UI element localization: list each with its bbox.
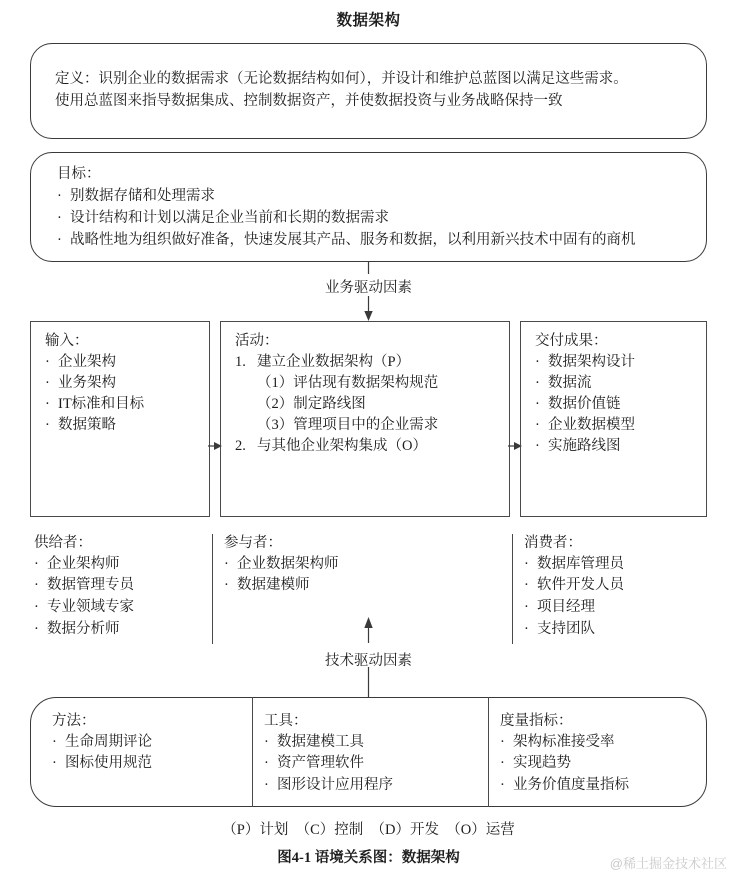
tools-item xyxy=(264,775,484,797)
metrics-item xyxy=(500,775,700,797)
tools-item-label: 资产管理软件 xyxy=(277,755,364,772)
suppliers-item-label: 企业架构师 xyxy=(47,555,120,572)
bottom-cell-divider xyxy=(488,697,489,807)
participants-item xyxy=(224,554,504,576)
activities-indent xyxy=(235,415,257,436)
activities-subitem xyxy=(235,373,505,394)
tools-item xyxy=(264,732,484,754)
bullet-icon: · xyxy=(500,733,505,750)
metrics-item-label: 实现趋势 xyxy=(513,755,571,772)
metrics-item xyxy=(500,753,700,775)
inputs-item-label: 企业架构 xyxy=(58,353,116,370)
deliverables-item xyxy=(535,436,702,457)
activities-header: 活动： xyxy=(235,333,279,349)
deliverables-content xyxy=(535,332,702,457)
participants-content xyxy=(224,534,504,597)
bullet-icon: · xyxy=(524,577,529,594)
deliverables-item-label: 实施路线图 xyxy=(548,437,621,454)
inputs-item xyxy=(45,415,205,436)
activities-item-number: 2. xyxy=(235,437,246,454)
metrics-item-label: 业务价值度量指标 xyxy=(513,777,629,794)
activities-content xyxy=(235,332,505,457)
activities-indent xyxy=(235,394,257,415)
bullet-icon: · xyxy=(224,555,229,572)
deliverables-item xyxy=(535,352,702,373)
bullet-icon: · xyxy=(264,777,269,794)
inputs-content xyxy=(45,332,205,436)
deliverables-header: 交付成果： xyxy=(535,333,608,349)
inputs-box xyxy=(30,321,210,517)
deliverables-item-label: 企业数据模型 xyxy=(548,416,635,433)
suppliers-item-label: 专业领域专家 xyxy=(47,599,134,616)
definition-box xyxy=(30,43,707,139)
bullet-icon: · xyxy=(264,733,269,750)
consumers-item xyxy=(524,575,714,597)
consumers-item xyxy=(524,554,714,576)
figure-caption: 图4-1 语境关系图：数据架构 xyxy=(277,850,460,866)
consumers-item-label: 支持团队 xyxy=(537,620,595,637)
bullet-icon: · xyxy=(224,577,229,594)
goals-header: 目标： xyxy=(57,166,101,182)
consumers-header: 消费者： xyxy=(524,535,582,551)
consumers-item-label: 数据库管理员 xyxy=(537,555,624,572)
definition-line: 使用总蓝图来指导数据集成、控制数据资产，并使数据投资与业务战略保持一致 xyxy=(55,93,563,110)
goals-box xyxy=(30,152,707,262)
activities-item-label: 建立企业数据架构（P） xyxy=(257,353,411,370)
activities-item-label: 与其他企业架构集成（O） xyxy=(257,437,427,454)
goals-item xyxy=(57,185,696,207)
participants-column xyxy=(224,534,504,597)
bullet-icon: · xyxy=(45,395,50,412)
suppliers-item xyxy=(34,554,214,576)
metrics-cell xyxy=(500,712,700,797)
methods-header: 方法： xyxy=(52,713,96,729)
bullet-icon: · xyxy=(524,555,529,572)
bullet-icon: · xyxy=(34,620,39,637)
bullet-icon: · xyxy=(535,374,540,391)
methods-cell xyxy=(52,712,247,775)
deliverables-item-label: 数据架构设计 xyxy=(548,353,635,370)
inputs-header: 输入： xyxy=(45,333,89,349)
participants-item xyxy=(224,575,504,597)
bullet-icon: · xyxy=(264,755,269,772)
methods-content xyxy=(52,712,247,775)
tools-item-label: 图形设计应用程序 xyxy=(277,777,393,794)
metrics-header: 度量指标： xyxy=(500,713,573,729)
metrics-content xyxy=(500,712,700,797)
watermark: @稀土掘金技术社区 xyxy=(609,856,727,871)
suppliers-item-label: 数据分析师 xyxy=(47,620,120,637)
bullet-icon: · xyxy=(57,187,62,204)
bullet-icon: · xyxy=(57,231,62,248)
activities-subitem xyxy=(235,394,505,415)
activities-indent xyxy=(235,373,257,394)
goals-content xyxy=(57,165,696,251)
tools-cell xyxy=(264,712,484,797)
activities-subitem xyxy=(235,415,505,436)
methods-item xyxy=(52,753,247,775)
definition-text xyxy=(55,68,688,113)
bullet-icon: · xyxy=(524,620,529,637)
tools-header: 工具： xyxy=(264,713,308,729)
goals-item-label: 战略性地为组织做好准备，快速发展其产品、服务和数据，以利用新兴技术中固有的商机 xyxy=(70,231,636,248)
consumers-item-label: 软件开发人员 xyxy=(537,577,624,594)
participants-item-label: 企业数据架构师 xyxy=(237,555,339,572)
tools-item-label: 数据建模工具 xyxy=(277,733,364,750)
participants-header: 参与者： xyxy=(224,535,282,551)
activities-item xyxy=(235,436,505,457)
bullet-icon: · xyxy=(34,555,39,572)
bullet-icon: · xyxy=(34,577,39,594)
deliverables-box xyxy=(520,321,707,517)
inputs-item xyxy=(45,373,205,394)
activities-item xyxy=(235,352,505,373)
deliverables-item xyxy=(535,415,702,436)
deliverables-item xyxy=(535,394,702,415)
suppliers-header: 供给者： xyxy=(34,535,92,551)
inputs-item-label: 业务架构 xyxy=(58,374,116,391)
metrics-item xyxy=(500,732,700,754)
inputs-item xyxy=(45,394,205,415)
bullet-icon: · xyxy=(57,209,62,226)
technical-driver-label: 技术驱动因素 xyxy=(325,653,412,669)
activities-subitem-label: 评估现有数据架构规范 xyxy=(293,374,439,391)
participants-item-label: 数据建模师 xyxy=(237,577,310,594)
consumers-item xyxy=(524,597,714,619)
methods-item-label: 图标使用规范 xyxy=(65,755,152,772)
bullet-icon: · xyxy=(45,353,50,370)
activities-subitem-number: （1） xyxy=(257,374,294,391)
bullet-icon: · xyxy=(535,353,540,370)
bullet-icon: · xyxy=(34,599,39,616)
tools-content xyxy=(264,712,484,797)
bullet-icon: · xyxy=(524,599,529,616)
deliverables-item-label: 数据价值链 xyxy=(548,395,621,412)
activities-subitem-number: （2） xyxy=(257,395,294,412)
metrics-item-label: 架构标准接受率 xyxy=(513,733,615,750)
inputs-item-label: 数据策略 xyxy=(58,416,116,433)
activities-box xyxy=(220,321,510,517)
bullet-icon: · xyxy=(535,437,540,454)
bullet-icon: · xyxy=(500,777,505,794)
goals-item xyxy=(57,229,696,251)
deliverables-item-label: 数据流 xyxy=(548,374,592,391)
activities-item-number: 1. xyxy=(235,353,246,370)
methods-item xyxy=(52,732,247,754)
bullet-icon: · xyxy=(45,416,50,433)
activities-subitem-number: （3） xyxy=(257,416,294,433)
tools-item xyxy=(264,753,484,775)
inputs-item-label: IT标准和目标 xyxy=(58,395,145,412)
goals-item-label: 别数据存储和处理需求 xyxy=(70,187,215,204)
activities-subitem-label: 管理项目中的企业需求 xyxy=(293,416,439,433)
bullet-icon: · xyxy=(52,733,57,750)
bullet-icon: · xyxy=(535,395,540,412)
goals-item xyxy=(57,207,696,229)
suppliers-item-label: 数据管理专员 xyxy=(47,577,134,594)
suppliers-item xyxy=(34,597,214,619)
bottom-cell-divider xyxy=(252,697,253,807)
bullet-icon: · xyxy=(52,755,57,772)
definition-line: 定义：识别企业的数据需求（无论数据结构如何），并设计和维护总蓝图以满足这些需求。 xyxy=(55,71,628,87)
methods-item-label: 生命周期评论 xyxy=(65,733,152,750)
bullet-icon: · xyxy=(500,755,505,772)
bullet-icon: · xyxy=(535,416,540,433)
bullet-icon: · xyxy=(45,374,50,391)
business-driver-label: 业务驱动因素 xyxy=(325,280,412,296)
suppliers-item xyxy=(34,575,214,597)
page-title: 数据架构 xyxy=(336,12,401,29)
consumers-item-label: 项目经理 xyxy=(537,599,595,616)
activities-subitem-label: 制定路线图 xyxy=(293,395,366,412)
inputs-item xyxy=(45,352,205,373)
legend: （P）计划 （C）控制 （D）开发 （O）运营 xyxy=(222,822,515,838)
deliverables-item xyxy=(535,373,702,394)
goals-item-label: 设计结构和计划以满足企业当前和长期的数据需求 xyxy=(70,209,389,226)
